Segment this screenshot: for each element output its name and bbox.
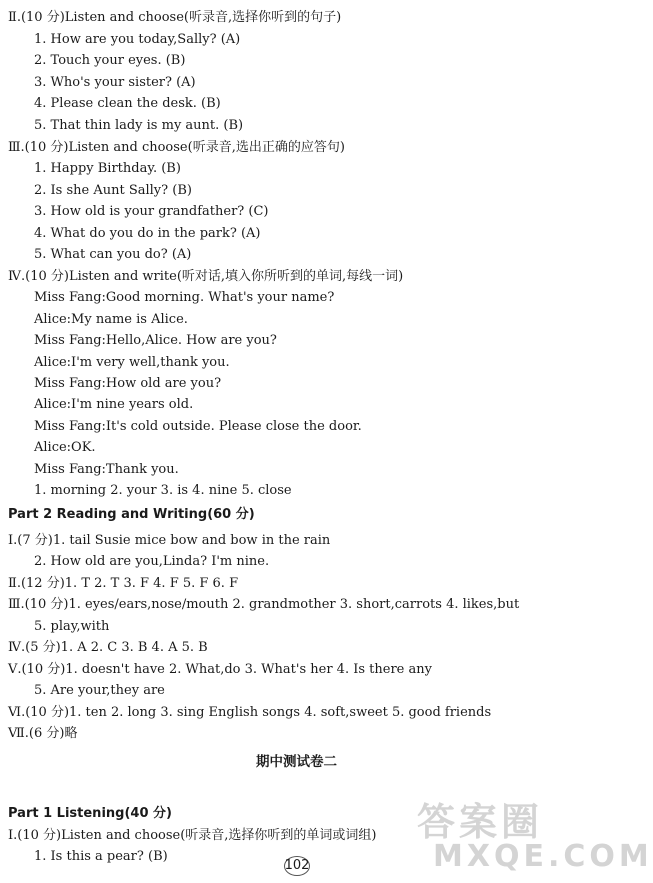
answer-line: 1. How are you today,Sally? (A)	[34, 32, 241, 47]
answer-line: Alice:I'm nine years old.	[34, 397, 194, 412]
answer-line: Alice:My name is Alice.	[34, 312, 188, 327]
part-heading: Part 2 Reading and Writing(60 分)	[8, 507, 255, 522]
question-heading: Ⅰ.(10 分)Listen and choose(听录音,选择你听到的单词或词组)	[8, 828, 377, 843]
question-heading: Ⅳ.(5 分)1. A 2. C 3. B 4. A 5. B	[8, 640, 208, 655]
answer-line: 2. How old are you,Linda? I'm nine.	[34, 554, 270, 569]
answer-line: 1. morning 2. your 3. is 4. nine 5. close	[34, 483, 292, 498]
answer-line: Miss Fang:Good morning. What's your name?	[34, 290, 335, 305]
question-heading: Ⅲ.(10 分)Listen and choose(听录音,选出正确的应答句)	[8, 140, 345, 155]
answer-line: Miss Fang:Thank you.	[34, 462, 179, 477]
answer-line: 1. Is this a pear? (B)	[34, 849, 168, 864]
question-heading: Ⅱ.(12 分)1. T 2. T 3. F 4. F 5. F 6. F	[8, 576, 239, 591]
answer-line: 2. Is she Aunt Sally? (B)	[34, 183, 192, 198]
part-heading: Part 1 Listening(40 分)	[8, 806, 172, 821]
question-heading: Ⅱ.(10 分)Listen and choose(听录音,选择你听到的句子)	[8, 10, 342, 25]
answer-line: Alice:I'm very well,thank you.	[34, 355, 230, 370]
answer-line: Miss Fang:Hello,Alice. How are you?	[34, 333, 277, 348]
answer-line: 3. Who's your sister? (A)	[34, 75, 196, 90]
answer-line: 4. Please clean the desk. (B)	[34, 96, 221, 111]
answer-line: 5. play,with	[34, 619, 110, 634]
answer-line: 2. Touch your eyes. (B)	[34, 53, 186, 68]
answer-line: 5. Are your,they are	[34, 683, 165, 698]
answer-line: 5. That thin lady is my aunt. (B)	[34, 118, 244, 133]
question-heading: Ⅳ.(10 分)Listen and write(听对话,填入你所听到的单词,每线一词)	[8, 269, 404, 284]
answer-line: 4. What do you do in the park? (A)	[34, 226, 261, 241]
answer-line: Miss Fang:It's cold outside. Please close the door.	[34, 419, 362, 434]
question-heading: Ⅵ.(10 分)1. ten 2. long 3. sing English songs 4. soft,sweet 5. good friends	[8, 705, 492, 720]
question-heading: Ⅰ.(7 分)1. tail Susie mice bow and bow in the rain	[8, 533, 331, 548]
watermark-text-en: MXQE.COM	[433, 839, 653, 874]
watermark-logo	[411, 791, 653, 877]
question-heading: Ⅶ.(6 分)略	[8, 726, 78, 741]
section-title: 期中测试卷二	[256, 754, 337, 770]
answer-line: Alice:OK.	[34, 440, 96, 455]
page-number	[280, 856, 314, 876]
page-number-text: 102	[284, 858, 310, 873]
question-heading: Ⅲ.(10 分)1. eyes/ears,nose/mouth 2. grandmother 3. short,carrots 4. likes,but	[8, 597, 520, 612]
answer-line: 1. Happy Birthday. (B)	[34, 161, 181, 176]
answer-line: 3. How old is your grandfather? (C)	[34, 204, 269, 219]
watermark-text-cn: 答案圈	[417, 800, 544, 844]
question-heading: Ⅴ.(10 分)1. doesn't have 2. What,do 3. What's her 4. Is there any	[8, 662, 432, 677]
answer-line: Miss Fang:How old are you?	[34, 376, 222, 391]
answer-line: 5. What can you do? (A)	[34, 247, 192, 262]
